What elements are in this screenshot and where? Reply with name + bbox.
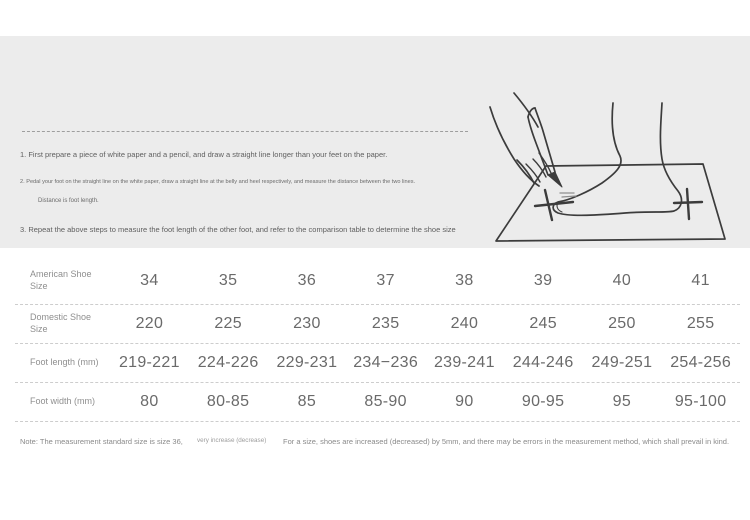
size-cell: 95 xyxy=(612,393,632,410)
size-cell: 85 xyxy=(297,393,317,410)
size-cell: 225 xyxy=(214,315,242,332)
size-cell: 239-241 xyxy=(433,354,495,371)
footnote-middle: very increase (decrease) xyxy=(197,437,267,444)
toe-cross-mark xyxy=(535,190,573,220)
size-cell: 234−236 xyxy=(353,354,419,371)
row-label: Foot width (mm) xyxy=(30,396,96,407)
size-cell: 37 xyxy=(376,272,395,289)
row-label: Foot length (mm) xyxy=(30,357,99,368)
foot-measurement-illustration xyxy=(470,63,732,251)
size-cell: 85-90 xyxy=(364,393,407,410)
size-cell: 240 xyxy=(450,315,479,332)
size-cell: 249-251 xyxy=(591,354,653,371)
row-label: American Shoe Size xyxy=(30,269,92,291)
size-cell: 224-226 xyxy=(197,354,259,371)
footnote-lead: Note: The measurement standard size is size 36, xyxy=(20,437,183,446)
size-cell: 245 xyxy=(529,315,557,332)
panel-dashed-divider xyxy=(22,131,468,132)
size-cell: 40 xyxy=(612,272,632,289)
size-cell: 230 xyxy=(293,315,321,332)
table-row-domestic-size xyxy=(15,305,740,344)
size-cell: 255 xyxy=(686,315,715,332)
table-row-american-size xyxy=(15,258,740,305)
size-cell: 36 xyxy=(297,272,317,289)
size-cell: 235 xyxy=(371,315,400,332)
size-cell: 34 xyxy=(140,272,159,289)
size-cell: 229-231 xyxy=(276,354,338,371)
size-cell: 90 xyxy=(455,393,474,410)
heel-cross-mark xyxy=(674,189,702,219)
size-cell: 38 xyxy=(455,272,474,289)
size-comparison-table xyxy=(15,258,740,422)
table-row-foot-width xyxy=(15,383,740,422)
instruction-step-3: 3. Repeat the above steps to measure the foot length of the other foot, and refer to the comparison table to determine the shoe size xyxy=(20,225,456,234)
instruction-step-2: 2. Pedal your foot on the straight line on the white paper, draw a straight line at the belly and heel respectively, and measure the distance between the two lines. xyxy=(20,179,416,185)
instruction-step-2-note: Distance is foot length. xyxy=(38,198,99,204)
measure-instructions-panel xyxy=(0,36,750,248)
footnote-tail: For a size, shoes are increased (decreased) by 5mm, and there may be errors in the measurement method, which shall prevail in kind. xyxy=(283,437,730,446)
size-cell: 250 xyxy=(608,315,636,332)
size-cell: 219-221 xyxy=(118,354,180,371)
hand-outline xyxy=(490,107,539,186)
size-cell: 41 xyxy=(691,272,710,289)
size-cell: 80-85 xyxy=(206,393,250,410)
size-cell: 90-95 xyxy=(521,393,565,410)
size-cell: 39 xyxy=(533,272,553,289)
foot-outline xyxy=(553,103,681,215)
size-cell: 244-246 xyxy=(512,354,574,371)
size-cell: 254-256 xyxy=(670,354,732,371)
size-cell: 220 xyxy=(135,315,164,332)
size-cell: 35 xyxy=(218,272,238,289)
instruction-step-1: 1. First prepare a piece of white paper and a pencil, and draw a straight line longer than your feet on the paper. xyxy=(20,150,388,159)
row-label: Domestic Shoe Size xyxy=(30,312,92,334)
table-row-foot-length xyxy=(15,344,740,383)
size-cell: 80 xyxy=(140,393,159,410)
size-cell: 95-100 xyxy=(674,393,727,410)
